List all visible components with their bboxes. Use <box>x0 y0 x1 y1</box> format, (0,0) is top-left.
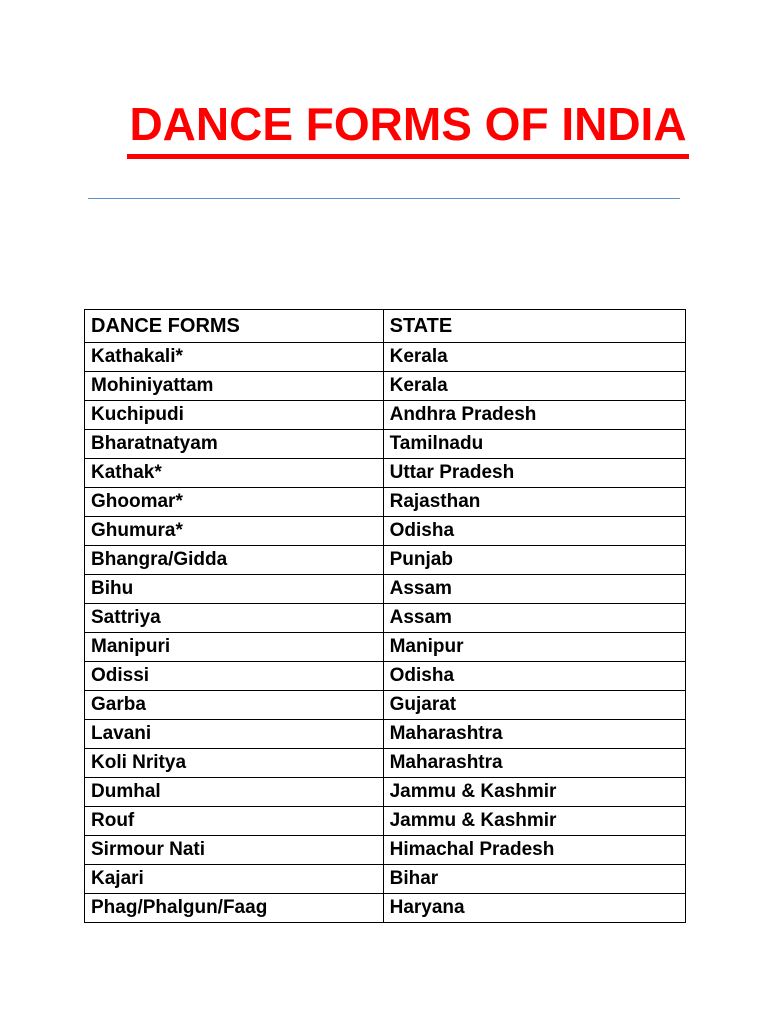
dance-form-cell: Koli Nritya <box>85 749 384 778</box>
dance-form-cell: Rouf <box>85 807 384 836</box>
state-cell: Jammu & Kashmir <box>383 778 685 807</box>
dance-form-cell: Phag/Phalgun/Faag <box>85 894 384 923</box>
state-cell: Himachal Pradesh <box>383 836 685 865</box>
table-row <box>85 778 686 807</box>
state-cell: Uttar Pradesh <box>383 459 685 488</box>
dance-form-cell: Kathakali* <box>85 343 384 372</box>
page-title-container <box>0 96 768 159</box>
state-cell: Kerala <box>383 343 685 372</box>
dance-form-cell: Mohiniyattam <box>85 372 384 401</box>
state-cell: Punjab <box>383 546 685 575</box>
dance-form-cell: Kajari <box>85 865 384 894</box>
state-cell: Gujarat <box>383 691 685 720</box>
table-row <box>85 749 686 778</box>
dance-form-cell: Dumhal <box>85 778 384 807</box>
dance-forms-table <box>84 309 686 923</box>
table-header-row <box>85 310 686 343</box>
table-row <box>85 575 686 604</box>
state-cell: Bihar <box>383 865 685 894</box>
table-row <box>85 372 686 401</box>
horizontal-divider <box>88 198 680 199</box>
table-row <box>85 662 686 691</box>
state-cell: Jammu & Kashmir <box>383 807 685 836</box>
header-state: STATE <box>383 310 685 343</box>
table-row <box>85 604 686 633</box>
table-row <box>85 836 686 865</box>
state-cell: Tamilnadu <box>383 430 685 459</box>
table-row <box>85 488 686 517</box>
table-row <box>85 517 686 546</box>
table-row <box>85 546 686 575</box>
state-cell: Haryana <box>383 894 685 923</box>
dance-form-cell: Bhangra/Gidda <box>85 546 384 575</box>
table-row <box>85 430 686 459</box>
table-row <box>85 865 686 894</box>
table-row <box>85 807 686 836</box>
state-cell: Maharashtra <box>383 720 685 749</box>
state-cell: Rajasthan <box>383 488 685 517</box>
table-row <box>85 720 686 749</box>
table-row <box>85 633 686 662</box>
dance-form-cell: Kathak* <box>85 459 384 488</box>
table-body <box>85 343 686 923</box>
state-cell: Andhra Pradesh <box>383 401 685 430</box>
page-title: DANCE FORMS OF INDIA <box>127 96 688 159</box>
table-row <box>85 894 686 923</box>
dance-form-cell: Sirmour Nati <box>85 836 384 865</box>
header-dance-forms: DANCE FORMS <box>85 310 384 343</box>
state-cell: Odisha <box>383 517 685 546</box>
state-cell: Assam <box>383 575 685 604</box>
dance-form-cell: Sattriya <box>85 604 384 633</box>
dance-form-cell: Bharatnatyam <box>85 430 384 459</box>
dance-form-cell: Lavani <box>85 720 384 749</box>
state-cell: Assam <box>383 604 685 633</box>
dance-form-cell: Odissi <box>85 662 384 691</box>
state-cell: Manipur <box>383 633 685 662</box>
dance-form-cell: Manipuri <box>85 633 384 662</box>
table-row <box>85 343 686 372</box>
dance-form-cell: Ghumura* <box>85 517 384 546</box>
table-row <box>85 691 686 720</box>
state-cell: Kerala <box>383 372 685 401</box>
table-row <box>85 401 686 430</box>
state-cell: Odisha <box>383 662 685 691</box>
dance-form-cell: Bihu <box>85 575 384 604</box>
dance-form-cell: Kuchipudi <box>85 401 384 430</box>
dance-form-cell: Garba <box>85 691 384 720</box>
table-row <box>85 459 686 488</box>
dance-form-cell: Ghoomar* <box>85 488 384 517</box>
state-cell: Maharashtra <box>383 749 685 778</box>
